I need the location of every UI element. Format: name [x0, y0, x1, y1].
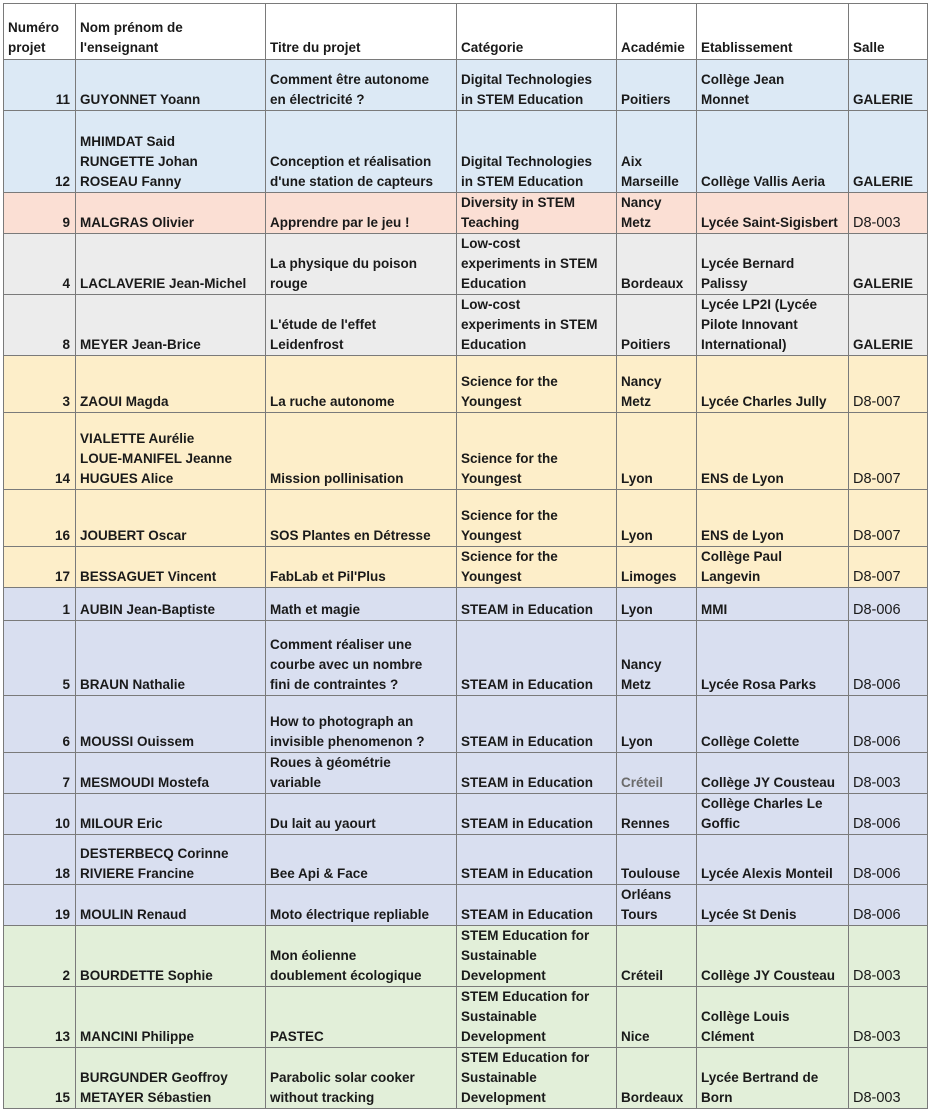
cell-teacher-text: MESMOUDI Mostefa [80, 775, 210, 790]
cell-num-text: 4 [62, 276, 70, 291]
cell-num [4, 60, 76, 111]
cell-school [697, 987, 849, 1048]
table-row [4, 1048, 928, 1109]
cell-teacher-text: GUYONNET Yoann [80, 92, 201, 107]
cell-num-text: 2 [62, 968, 70, 983]
cell-room [849, 356, 928, 413]
cell-room [849, 1048, 928, 1109]
cell-num-text: 3 [62, 394, 70, 409]
table-row [4, 193, 928, 234]
cell-academy-text: Lyon [621, 528, 653, 543]
table-row [4, 621, 928, 696]
cell-school-text: Collège JY Cousteau [701, 968, 836, 983]
cell-teacher-text: DESTERBECQ Corinne RIVIERE Francine [80, 846, 229, 881]
cell-title-text: Parabolic solar cooker without tracking [270, 1070, 415, 1105]
cell-school [697, 547, 849, 588]
cell-room [849, 193, 928, 234]
cell-academy-text: Lyon [621, 734, 653, 749]
cell-teacher [76, 987, 266, 1048]
cell-teacher [76, 413, 266, 490]
cell-teacher [76, 588, 266, 621]
header-teacher: Nom prénom de l'enseignant [76, 4, 266, 60]
cell-title-text: Comment être autonome en électricité ? [270, 72, 430, 107]
cell-academy-text: Orléans Tours [621, 887, 672, 922]
cell-room-text: D8-003 [853, 775, 901, 791]
cell-title-text: Moto électrique repliable [270, 907, 430, 922]
cell-room-text: D8-007 [853, 528, 901, 544]
cell-room-text: GALERIE [853, 276, 914, 291]
cell-num-text: 10 [54, 816, 70, 831]
cell-academy [617, 490, 697, 547]
cell-school [697, 60, 849, 111]
cell-room [849, 835, 928, 885]
cell-title [266, 60, 457, 111]
header-room: Salle [849, 4, 928, 60]
table-row [4, 987, 928, 1048]
cell-title [266, 926, 457, 987]
cell-school [697, 413, 849, 490]
cell-num-text: 8 [62, 337, 70, 352]
cell-academy [617, 1048, 697, 1109]
cell-title-text: How to photograph an invisible phenomenon ? [270, 714, 425, 749]
cell-num [4, 835, 76, 885]
cell-school [697, 490, 849, 547]
cell-title [266, 621, 457, 696]
cell-academy-text: Limoges [621, 569, 677, 584]
cell-academy-text: Lyon [621, 471, 653, 486]
cell-num [4, 111, 76, 193]
cell-teacher [76, 547, 266, 588]
cell-teacher [76, 835, 266, 885]
cell-school [697, 1048, 849, 1109]
cell-title-text: Bee Api & Face [270, 866, 368, 881]
cell-num [4, 926, 76, 987]
cell-category [457, 60, 617, 111]
cell-school-text: Lycée Bernard Palissy [701, 256, 795, 291]
cell-category-text: Low-cost experiments in STEM Education [461, 236, 598, 291]
cell-teacher-text: MILOUR Eric [80, 816, 163, 831]
cell-academy-text: Rennes [621, 816, 670, 831]
cell-category [457, 835, 617, 885]
cell-school-text: Collège Colette [701, 734, 800, 749]
cell-academy [617, 193, 697, 234]
cell-school-text: Lycée Bertrand de Born [701, 1070, 819, 1105]
cell-room-text: D8-006 [853, 907, 901, 923]
cell-teacher-text: BRAUN Nathalie [80, 677, 186, 692]
cell-num-text: 7 [62, 775, 70, 790]
cell-school [697, 111, 849, 193]
cell-teacher-text: JOUBERT Oscar [80, 528, 187, 543]
cell-teacher [76, 356, 266, 413]
projects-table [3, 3, 928, 1109]
cell-num-text: 6 [62, 734, 70, 749]
cell-category [457, 490, 617, 547]
cell-title [266, 413, 457, 490]
table-row [4, 926, 928, 987]
cell-title [266, 753, 457, 794]
cell-num [4, 987, 76, 1048]
cell-school-text: Lycée Rosa Parks [701, 677, 817, 692]
cell-num-text: 18 [54, 866, 70, 881]
cell-school-text: Collège Louis Clément [701, 1009, 790, 1044]
cell-room-text: GALERIE [853, 92, 914, 107]
cell-category-text: STEM Education for Sustainable Development [461, 1050, 590, 1105]
cell-category-text: STEM Education for Sustainable Development [461, 989, 590, 1044]
cell-school-text: Lycée LP2I (Lycée Pilote Innovant International) [701, 297, 818, 352]
cell-school-text: Collège Paul Langevin [701, 549, 783, 584]
cell-academy [617, 234, 697, 295]
cell-num [4, 794, 76, 835]
cell-num-text: 16 [54, 528, 70, 543]
header-category: Catégorie [457, 4, 617, 60]
cell-academy [617, 696, 697, 753]
cell-room [849, 60, 928, 111]
table-row [4, 60, 928, 111]
table-row [4, 835, 928, 885]
cell-title-text: La ruche autonome [270, 394, 395, 409]
cell-school [697, 696, 849, 753]
cell-title-text: SOS Plantes en Détresse [270, 528, 431, 543]
cell-category-text: STEAM in Education [461, 775, 594, 790]
cell-title [266, 794, 457, 835]
cell-teacher [76, 753, 266, 794]
cell-teacher-text: MEYER Jean-Brice [80, 337, 201, 352]
cell-title [266, 193, 457, 234]
cell-academy-text: Poitiers [621, 337, 671, 352]
cell-academy [617, 794, 697, 835]
cell-room [849, 885, 928, 926]
cell-title-text: L'étude de l'effet Leidenfrost [270, 317, 377, 352]
cell-num [4, 295, 76, 356]
cell-title-text: Mission pollinisation [270, 471, 404, 486]
cell-teacher [76, 234, 266, 295]
cell-teacher-text: BURGUNDER Geoffroy METAYER Sébastien [80, 1070, 228, 1105]
cell-school-text: Lycée Saint-Sigisbert [701, 215, 838, 230]
cell-teacher-text: AUBIN Jean-Baptiste [80, 602, 216, 617]
table-row [4, 696, 928, 753]
cell-teacher-text: MOUSSI Ouissem [80, 734, 195, 749]
cell-room-text: D8-006 [853, 734, 901, 750]
table-row [4, 753, 928, 794]
table-row [4, 490, 928, 547]
cell-school-text: Collège Jean Monnet [701, 72, 785, 107]
cell-category-text: Digital Technologies in STEM Education [461, 154, 593, 189]
cell-school [697, 588, 849, 621]
cell-title-text: Conception et réalisation d'une station de capteurs [270, 154, 433, 189]
cell-room-text: D8-006 [853, 602, 901, 618]
cell-num [4, 356, 76, 413]
cell-category [457, 987, 617, 1048]
cell-school [697, 885, 849, 926]
header-school: Etablissement [697, 4, 849, 60]
cell-room [849, 588, 928, 621]
table-row [4, 234, 928, 295]
cell-category [457, 295, 617, 356]
table-row [4, 794, 928, 835]
cell-school-text: MMI [701, 602, 728, 617]
header-row [4, 4, 928, 60]
cell-num [4, 753, 76, 794]
cell-title [266, 987, 457, 1048]
cell-teacher-text: MHIMDAT Said RUNGETTE Johan ROSEAU Fanny [80, 134, 198, 189]
cell-title-text: FabLab et Pil'Plus [270, 569, 386, 584]
cell-category-text: Science for the Youngest [461, 374, 558, 409]
cell-academy [617, 835, 697, 885]
cell-teacher [76, 295, 266, 356]
cell-school [697, 295, 849, 356]
table-row [4, 413, 928, 490]
cell-category [457, 547, 617, 588]
cell-title-text: Comment réaliser une courbe avec un nombre fini de contraintes ? [270, 637, 423, 692]
cell-room [849, 987, 928, 1048]
table-row [4, 547, 928, 588]
cell-category [457, 1048, 617, 1109]
cell-num-text: 13 [54, 1029, 70, 1044]
cell-num-text: 5 [62, 677, 70, 692]
cell-school [697, 926, 849, 987]
cell-teacher [76, 696, 266, 753]
cell-category-text: STEAM in Education [461, 677, 594, 692]
cell-num [4, 885, 76, 926]
cell-teacher [76, 1048, 266, 1109]
cell-category-text: STEAM in Education [461, 816, 594, 831]
cell-num-text: 17 [54, 569, 70, 584]
cell-num-text: 15 [54, 1090, 70, 1105]
cell-academy [617, 413, 697, 490]
cell-title [266, 490, 457, 547]
cell-room-text: GALERIE [853, 337, 914, 352]
cell-school-text: Collège Vallis Aeria [701, 174, 826, 189]
cell-academy-text: Nancy Metz [621, 195, 662, 230]
cell-school-text: Collège JY Cousteau [701, 775, 836, 790]
cell-teacher [76, 621, 266, 696]
cell-academy [617, 753, 697, 794]
cell-school-text: Lycée Alexis Monteil [701, 866, 833, 881]
cell-num-text: 12 [54, 174, 70, 189]
cell-category-text: Science for the Youngest [461, 549, 558, 584]
cell-num-text: 9 [62, 215, 70, 230]
table-row [4, 885, 928, 926]
cell-academy-text: Nancy Metz [621, 374, 662, 409]
table-row [4, 111, 928, 193]
cell-room [849, 547, 928, 588]
cell-academy [617, 60, 697, 111]
cell-title [266, 547, 457, 588]
cell-category [457, 753, 617, 794]
cell-category [457, 356, 617, 413]
cell-school [697, 835, 849, 885]
cell-room-text: D8-006 [853, 677, 901, 693]
table-row [4, 588, 928, 621]
cell-category [457, 696, 617, 753]
header-title: Titre du projet [266, 4, 457, 60]
cell-academy [617, 987, 697, 1048]
cell-category [457, 234, 617, 295]
cell-teacher [76, 490, 266, 547]
cell-category-text: STEAM in Education [461, 602, 594, 617]
cell-teacher [76, 885, 266, 926]
cell-room [849, 295, 928, 356]
cell-room-text: D8-006 [853, 866, 901, 882]
cell-room [849, 696, 928, 753]
cell-category-text: STEAM in Education [461, 734, 594, 749]
cell-room-text: D8-003 [853, 1090, 901, 1106]
cell-academy-text: Nancy Metz [621, 657, 662, 692]
cell-teacher-text: BOURDETTE Sophie [80, 968, 213, 983]
cell-academy-text: Poitiers [621, 92, 671, 107]
cell-title-text: Du lait au yaourt [270, 816, 376, 831]
cell-category [457, 794, 617, 835]
cell-category-text: Low-cost experiments in STEM Education [461, 297, 598, 352]
cell-teacher [76, 926, 266, 987]
cell-category [457, 621, 617, 696]
cell-room-text: D8-007 [853, 394, 901, 410]
cell-category-text: STEM Education for Sustainable Development [461, 928, 590, 983]
cell-room-text: D8-003 [853, 1029, 901, 1045]
cell-category-text: Digital Technologies in STEM Education [461, 72, 593, 107]
cell-academy-text: Aix Marseille [621, 154, 679, 189]
cell-school [697, 193, 849, 234]
cell-title [266, 696, 457, 753]
cell-num [4, 193, 76, 234]
cell-room-text: D8-007 [853, 471, 901, 487]
cell-title-text: Roues à géométrie variable [270, 755, 391, 790]
cell-teacher-text: ZAOUI Magda [80, 394, 169, 409]
cell-room [849, 621, 928, 696]
cell-teacher [76, 193, 266, 234]
cell-num [4, 547, 76, 588]
cell-academy-text: Créteil [621, 775, 664, 790]
cell-academy [617, 885, 697, 926]
cell-category [457, 885, 617, 926]
header-num: Numéro projet [4, 4, 76, 60]
cell-teacher-text: VIALETTE Aurélie LOUE-MANIFEL Jeanne HUGUES Alice [80, 431, 233, 486]
cell-room [849, 413, 928, 490]
cell-teacher-text: MANCINI Philippe [80, 1029, 194, 1044]
cell-num [4, 696, 76, 753]
cell-room [849, 490, 928, 547]
cell-school-text: ENS de Lyon [701, 528, 784, 543]
cell-title [266, 588, 457, 621]
cell-teacher-text: LACLAVERIE Jean-Michel [80, 276, 247, 291]
cell-academy [617, 621, 697, 696]
cell-title [266, 356, 457, 413]
cell-academy-text: Bordeaux [621, 276, 684, 291]
cell-title [266, 295, 457, 356]
cell-teacher [76, 111, 266, 193]
cell-academy [617, 588, 697, 621]
cell-academy-text: Toulouse [621, 866, 680, 881]
cell-num [4, 234, 76, 295]
cell-room [849, 753, 928, 794]
cell-teacher [76, 60, 266, 111]
cell-academy-text: Bordeaux [621, 1090, 684, 1105]
cell-category [457, 413, 617, 490]
cell-academy [617, 356, 697, 413]
cell-category [457, 111, 617, 193]
cell-room [849, 111, 928, 193]
cell-school [697, 234, 849, 295]
cell-num [4, 490, 76, 547]
cell-category [457, 193, 617, 234]
cell-title-text: Math et magie [270, 602, 361, 617]
cell-title [266, 1048, 457, 1109]
cell-title-text: PASTEC [270, 1029, 324, 1044]
cell-teacher-text: MOULIN Renaud [80, 907, 187, 922]
cell-room [849, 926, 928, 987]
cell-category-text: Diversity in STEM Teaching [461, 195, 576, 230]
cell-school-text: Collège Charles Le Goffic [701, 796, 823, 831]
cell-category-text: STEAM in Education [461, 907, 594, 922]
cell-room-text: D8-003 [853, 968, 901, 984]
cell-category [457, 926, 617, 987]
cell-academy [617, 547, 697, 588]
cell-room-text: D8-006 [853, 816, 901, 832]
cell-category-text: STEAM in Education [461, 866, 594, 881]
cell-category-text: Science for the Youngest [461, 451, 558, 486]
cell-title-text: Apprendre par le jeu ! [270, 215, 410, 230]
cell-room [849, 234, 928, 295]
cell-academy-text: Lyon [621, 602, 653, 617]
cell-category [457, 588, 617, 621]
cell-school [697, 753, 849, 794]
header-academy: Académie [617, 4, 697, 60]
cell-num [4, 413, 76, 490]
cell-school-text: ENS de Lyon [701, 471, 784, 486]
cell-num [4, 621, 76, 696]
cell-title [266, 885, 457, 926]
cell-num-text: 19 [54, 907, 70, 922]
cell-teacher [76, 794, 266, 835]
cell-academy-text: Nice [621, 1029, 650, 1044]
cell-school [697, 621, 849, 696]
cell-title [266, 835, 457, 885]
cell-school [697, 356, 849, 413]
cell-title [266, 111, 457, 193]
cell-room-text: GALERIE [853, 174, 914, 189]
cell-school-text: Lycée St Denis [701, 907, 797, 922]
cell-category-text: Science for the Youngest [461, 508, 558, 543]
cell-teacher-text: BESSAGUET Vincent [80, 569, 217, 584]
cell-school-text: Lycée Charles Jully [701, 394, 827, 409]
table-row [4, 295, 928, 356]
cell-num-text: 1 [62, 602, 70, 617]
cell-room-text: D8-003 [853, 215, 901, 231]
cell-academy-text: Créteil [621, 968, 664, 983]
cell-num-text: 11 [55, 92, 70, 107]
cell-title-text: La physique du poison rouge [270, 256, 418, 291]
cell-num [4, 1048, 76, 1109]
cell-teacher-text: MALGRAS Olivier [80, 215, 195, 230]
cell-academy [617, 295, 697, 356]
table-row [4, 356, 928, 413]
cell-title [266, 234, 457, 295]
cell-academy [617, 111, 697, 193]
cell-room [849, 794, 928, 835]
cell-title-text: Mon éolienne doublement écologique [270, 948, 422, 983]
cell-num [4, 588, 76, 621]
cell-num-text: 14 [54, 471, 70, 486]
cell-academy [617, 926, 697, 987]
cell-school [697, 794, 849, 835]
cell-room-text: D8-007 [853, 569, 901, 585]
